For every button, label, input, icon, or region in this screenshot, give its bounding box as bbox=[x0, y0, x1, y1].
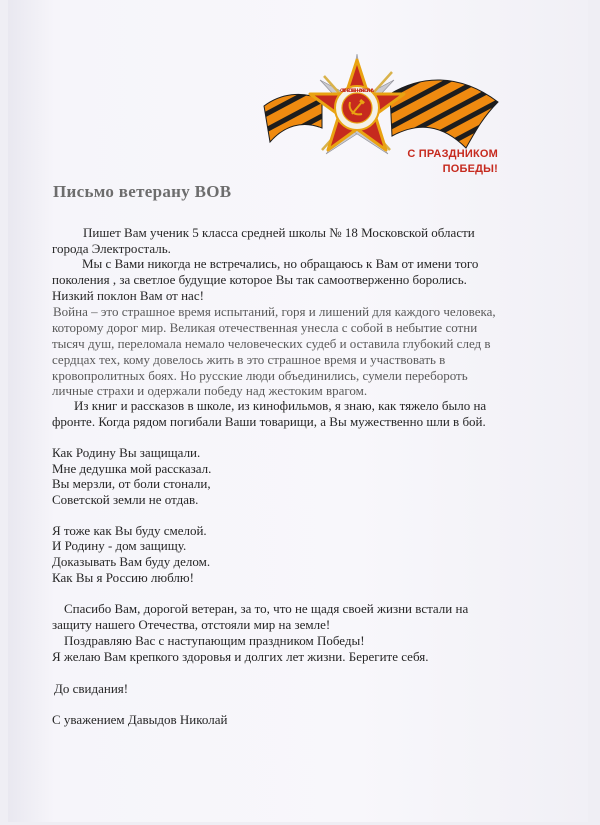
intro-line: Мы с Вами никогда не встречались, но обращаюсь к Вам от имени того bbox=[82, 256, 479, 271]
poem-line: И Родину - дом защищу. bbox=[52, 538, 187, 553]
war-paragraph-line: личные страхи и одержали победу над жестоким врагом. bbox=[52, 383, 368, 398]
poem-line: Как Вы я Россию люблю! bbox=[52, 570, 194, 585]
greeting-line-2: ПОБЕДЫ! bbox=[442, 163, 498, 175]
emblem-ring-text: ОТЕЧЕСТВЕННАЯ ВОЙНА bbox=[340, 88, 374, 93]
page-title: Письмо ветерану ВОВ bbox=[53, 182, 232, 201]
war-paragraph-line: тысяч душ, переломала немало человеческих судеб и оставила глубокий след в bbox=[52, 336, 491, 351]
war-paragraph-line: кровопролитных боях. Но русские люди объединились, сумели перебороть bbox=[52, 368, 468, 383]
greeting-line-1: С ПРАЗДНИКОМ bbox=[407, 148, 498, 160]
books-paragraph-line: Из книг и рассказов в школе, из кинофильмов, я знаю, как тяжело было на bbox=[74, 398, 487, 413]
closing-line: Спасибо Вам, дорогой ветеран, за то, что не щадя своей жизни встали на bbox=[64, 601, 469, 616]
closing-line: Я желаю Вам крепкого здоровья и долгих лет жизни. Берегите себя. bbox=[52, 649, 429, 664]
poem-line: Доказывать Вам буду делом. bbox=[52, 554, 211, 569]
closing-line: Поздравляю Вас с наступающим праздником Победы! bbox=[64, 633, 365, 648]
closing-line: защиту нашего Отечества, отстояли мир на земле! bbox=[52, 617, 331, 632]
intro-line: Пишет Вам ученик 5 класса средней школы № 18 Московской области bbox=[83, 225, 475, 240]
intro-line: города Электросталь. bbox=[52, 241, 171, 256]
signature: С уважением Давыдов Николай bbox=[52, 712, 228, 727]
poem-line: Как Родину Вы защищали. bbox=[52, 445, 201, 460]
war-paragraph-line: Война – это страшное время испытаний, горя и лишений для каждого человека, bbox=[53, 304, 496, 319]
books-paragraph-line: фронте. Когда рядом погибали Ваши товарищи, а Вы мужественно шли в бой. bbox=[52, 414, 486, 429]
war-paragraph-line: сердцах тех, кому довелось жить в это страшное время и участвовать в bbox=[52, 352, 446, 367]
war-paragraph-line: которому дорог мир. Великая отечественная унесла с собой в небытие сотни bbox=[52, 320, 478, 335]
intro-line: Низкий поклон Вам от нас! bbox=[52, 288, 204, 303]
poem-line: Вы мерзли, от боли стонали, bbox=[52, 476, 211, 491]
poem-line: Я тоже как Вы буду смелой. bbox=[52, 523, 207, 538]
farewell: До свидания! bbox=[54, 681, 129, 696]
poem-line: Мне дедушка мой рассказал. bbox=[52, 461, 212, 476]
holiday-greeting bbox=[400, 147, 498, 177]
poem-line: Советской земли не отдав. bbox=[52, 492, 199, 507]
intro-line: поколения , за светлое будущие которое Вы так самоотверженно боролись. bbox=[52, 272, 467, 287]
